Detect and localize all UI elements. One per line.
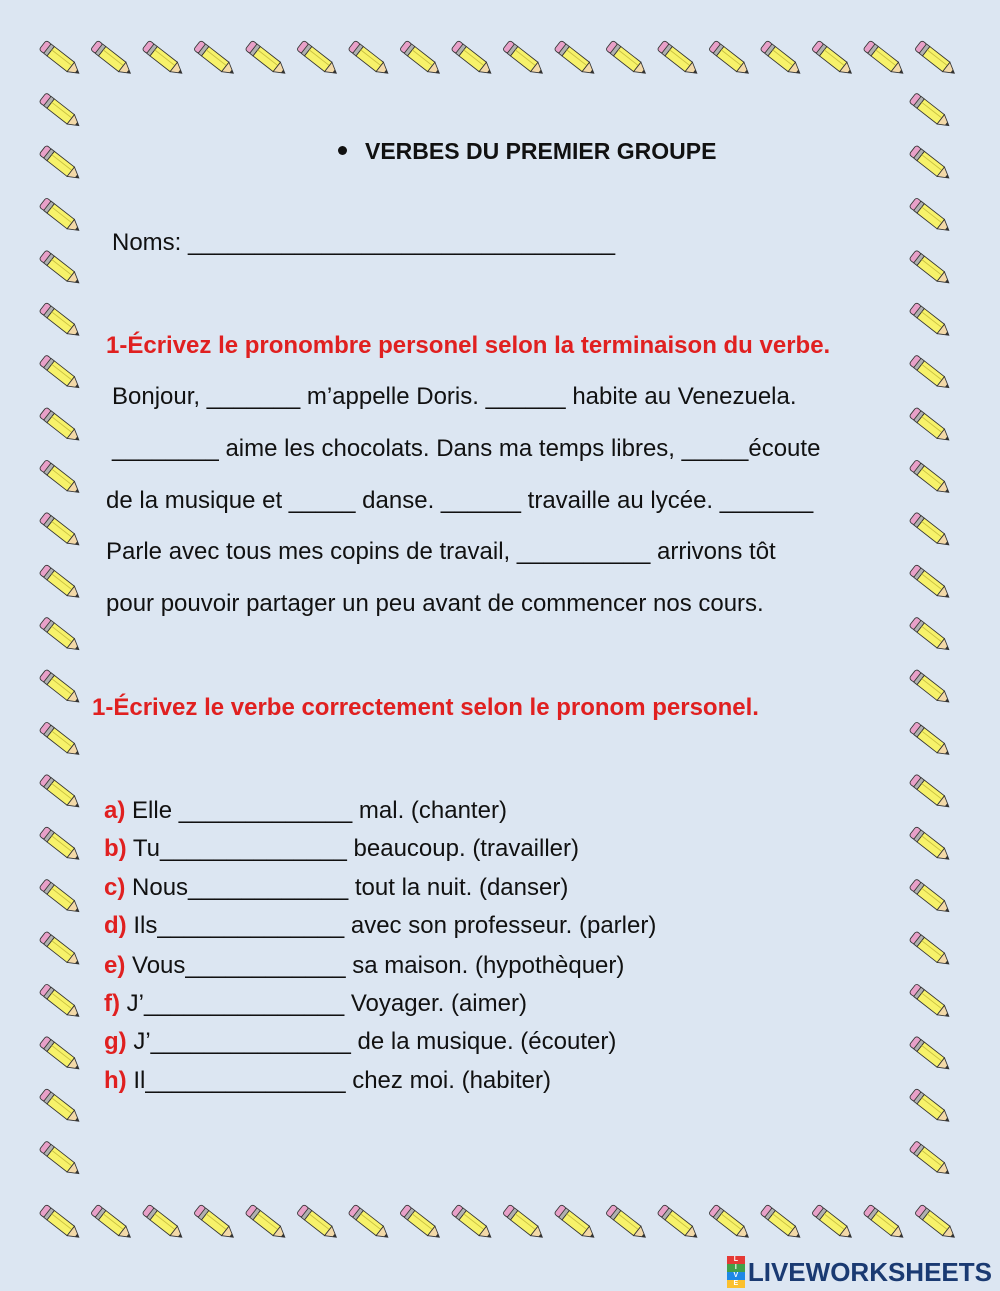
item-letter: d): [104, 912, 127, 939]
paragraph-line-4[interactable]: Parle avec tous mes copins de travail, __________ arrivons tôt: [106, 538, 776, 565]
pencil-icon: [39, 145, 82, 183]
liveworksheets-logo[interactable]: [727, 1256, 992, 1288]
live-badge-icon: [727, 1256, 745, 1288]
paragraph-line-3[interactable]: de la musique et _____ danse. ______ travaille au lycée. _______: [106, 487, 814, 514]
pencil-icon: [39, 617, 82, 655]
exercise-item-f[interactable]: [104, 990, 527, 1018]
pencil-icon: [909, 1088, 952, 1126]
exercise-item-g[interactable]: [104, 1028, 616, 1056]
pencil-icon: [39, 407, 82, 445]
title-text: VERBES DU PREMIER GROUPE: [365, 138, 717, 164]
pencil-icon: [909, 145, 952, 183]
badge-letter: I: [727, 1264, 745, 1272]
pencil-icon: [605, 1204, 648, 1242]
logo-text: LIVEWORKSHEETS: [747, 1256, 992, 1287]
badge-letter: L: [727, 1256, 745, 1264]
item-text: Nous____________ tout la nuit. (danser): [132, 874, 569, 901]
pencil-icon: [399, 1204, 442, 1242]
section1-heading: 1-Écrivez le pronombre personel selon la terminaison du verbe.: [106, 332, 831, 359]
pencil-icon: [657, 40, 700, 78]
pencil-icon: [909, 93, 952, 131]
item-letter: a): [104, 797, 126, 824]
pencil-icon: [39, 721, 82, 759]
pencil-icon: [909, 669, 952, 707]
item-letter: f): [104, 990, 120, 1017]
pencil-icon: [909, 512, 952, 550]
pencil-icon: [863, 40, 906, 78]
pencil-icon: [245, 40, 288, 78]
pencil-icon: [39, 826, 82, 864]
item-text: Elle _____________ mal. (chanter): [132, 797, 507, 824]
pencil-icon: [914, 1204, 957, 1242]
paragraph-line-2[interactable]: ________ aime les chocolats. Dans ma temps libres, _____écoute: [112, 435, 821, 462]
exercise-item-e[interactable]: [104, 952, 624, 980]
pencil-icon: [909, 459, 952, 497]
pencil-icon: [142, 40, 185, 78]
pencil-icon: [708, 40, 751, 78]
pencil-icon: [39, 355, 82, 393]
pencil-icon: [399, 40, 442, 78]
pencil-icon: [39, 512, 82, 550]
item-text: Vous____________ sa maison. (hypothèquer): [132, 952, 625, 979]
badge-letter: E: [727, 1280, 745, 1288]
exercise-item-a[interactable]: [104, 797, 507, 825]
section2-heading: 1-Écrivez le verbe correctement selon le pronom personel.: [92, 694, 759, 721]
pencil-icon: [914, 40, 957, 78]
item-text: Ils______________ avec son professeur. (parler): [133, 912, 657, 939]
item-letter: e): [104, 952, 126, 979]
item-text: Tu______________ beaucoup. (travailler): [132, 835, 579, 862]
pencil-icon: [909, 302, 952, 340]
pencil-icon: [554, 1204, 597, 1242]
pencil-icon: [909, 721, 952, 759]
pencil-icon: [909, 250, 952, 288]
pencil-icon: [554, 40, 597, 78]
pencil-icon: [39, 1088, 82, 1126]
pencil-icon: [760, 40, 803, 78]
pencil-icon: [90, 1204, 133, 1242]
item-text: J’_______________ de la musique. (écouter): [133, 1028, 617, 1055]
pencil-icon: [193, 1204, 236, 1242]
pencil-icon: [245, 1204, 288, 1242]
pencil-icon: [39, 197, 82, 235]
pencil-icon: [39, 564, 82, 602]
pencil-icon: [90, 40, 133, 78]
pencil-icon: [657, 1204, 700, 1242]
pencil-icon: [909, 879, 952, 917]
pencil-icon: [502, 1204, 545, 1242]
pencil-icon: [811, 1204, 854, 1242]
pencil-icon: [909, 931, 952, 969]
pencil-icon: [909, 826, 952, 864]
pencil-icon: [909, 1141, 952, 1179]
pencil-icon: [451, 40, 494, 78]
pencil-icon: [296, 1204, 339, 1242]
item-letter: c): [104, 874, 126, 901]
pencil-icon: [451, 1204, 494, 1242]
pencil-icon: [348, 1204, 391, 1242]
bullet-icon: [338, 146, 347, 155]
badge-letter: V: [727, 1272, 745, 1280]
pencil-icon: [39, 459, 82, 497]
exercise-item-h[interactable]: [104, 1067, 551, 1095]
pencil-icon: [605, 40, 648, 78]
paragraph-line-5: pour pouvoir partager un peu avant de commencer nos cours.: [106, 590, 764, 617]
pencil-icon: [811, 40, 854, 78]
pencil-icon: [909, 355, 952, 393]
pencil-icon: [760, 1204, 803, 1242]
pencil-icon: [909, 774, 952, 812]
pencil-icon: [142, 1204, 185, 1242]
exercise-item-d[interactable]: [104, 912, 656, 940]
pencil-icon: [39, 302, 82, 340]
paragraph-line-1[interactable]: Bonjour, _______ m’appelle Doris. ______ habite au Venezuela.: [112, 383, 797, 410]
exercise-item-c[interactable]: [104, 874, 568, 902]
pencil-icon: [909, 617, 952, 655]
pencil-icon: [296, 40, 339, 78]
pencil-icon: [39, 983, 82, 1021]
item-letter: g): [104, 1028, 127, 1055]
pencil-icon: [863, 1204, 906, 1242]
pencil-icon: [39, 40, 82, 78]
name-field[interactable]: Noms: ________________________________: [112, 229, 616, 256]
pencil-icon: [39, 1141, 82, 1179]
pencil-icon: [193, 40, 236, 78]
pencil-icon: [39, 774, 82, 812]
item-letter: b): [104, 835, 127, 862]
pencil-icon: [39, 93, 82, 131]
pencil-icon: [39, 931, 82, 969]
pencil-icon: [39, 250, 82, 288]
pencil-icon: [708, 1204, 751, 1242]
item-text: Il_______________ chez moi. (habiter): [133, 1067, 551, 1094]
pencil-icon: [909, 1036, 952, 1074]
pencil-icon: [39, 1036, 82, 1074]
item-letter: h): [104, 1067, 127, 1094]
pencil-icon: [39, 1204, 82, 1242]
exercise-item-b[interactable]: [104, 835, 579, 863]
pencil-icon: [348, 40, 391, 78]
pencil-icon: [909, 197, 952, 235]
pencil-icon: [909, 983, 952, 1021]
pencil-icon: [909, 564, 952, 602]
pencil-icon: [909, 407, 952, 445]
item-text: J’_______________ Voyager. (aimer): [126, 990, 527, 1017]
worksheet-title: [338, 138, 716, 165]
pencil-icon: [39, 669, 82, 707]
pencil-icon: [502, 40, 545, 78]
pencil-icon: [39, 879, 82, 917]
